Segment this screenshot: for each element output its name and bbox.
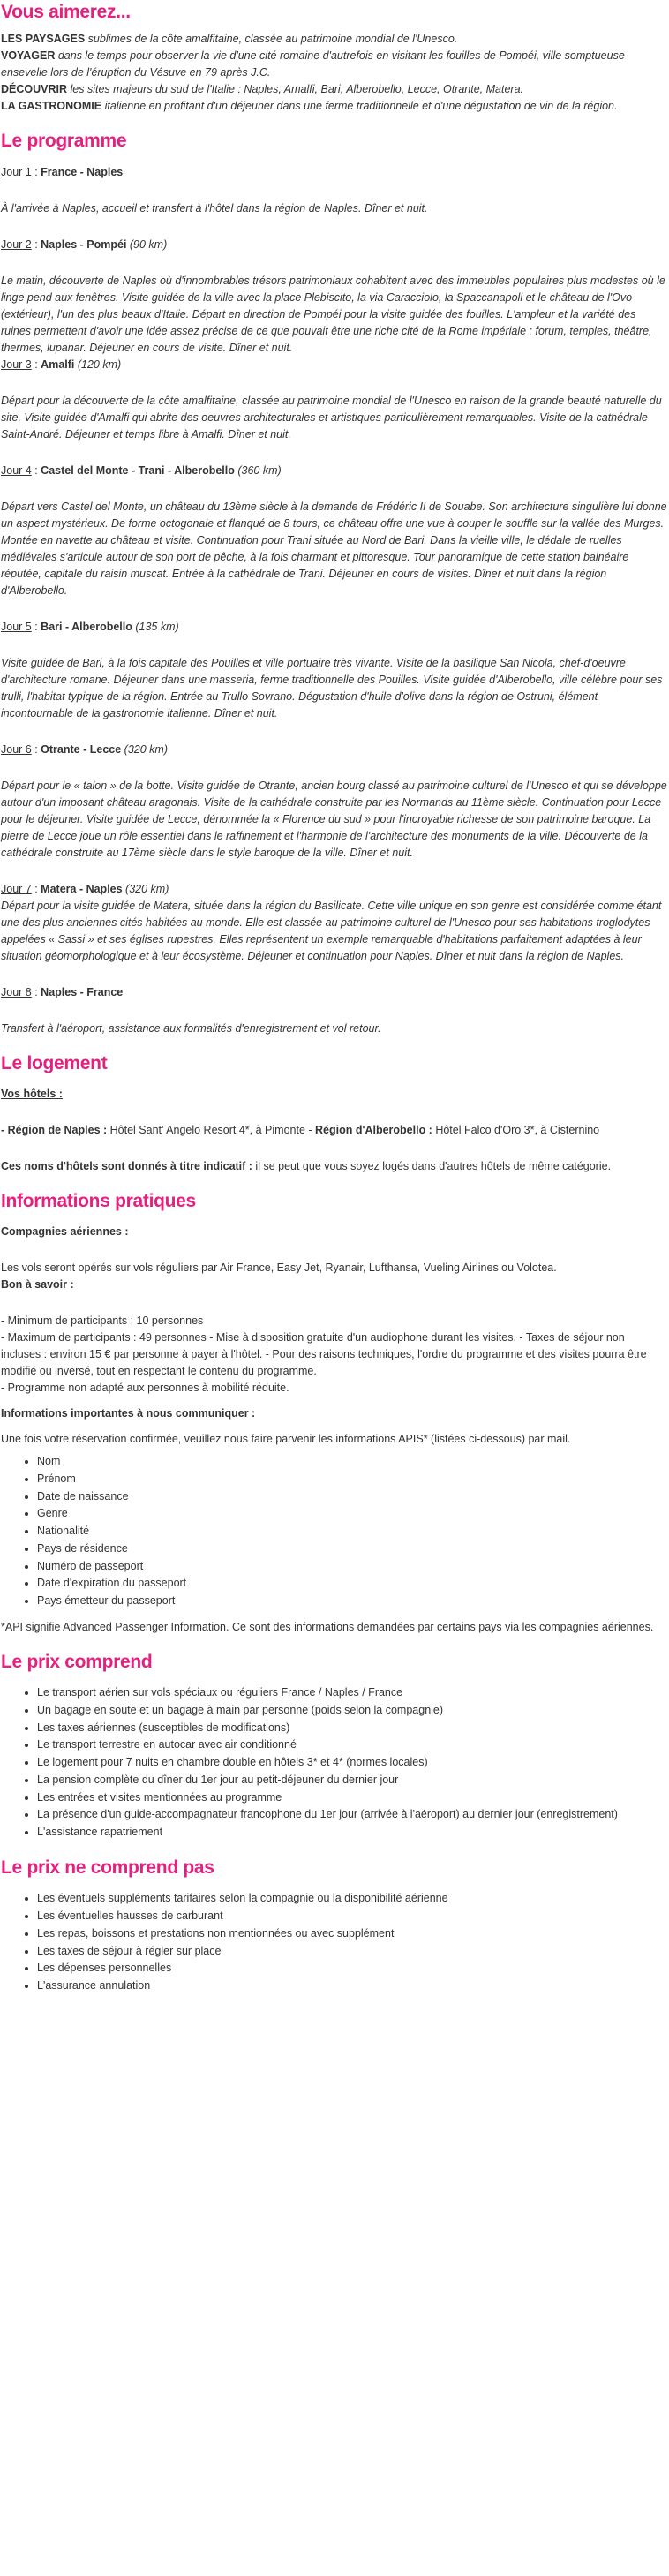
hotels-note-text: il se peut que vous soyez logés dans d'autres hôtels de même catégorie. — [252, 1159, 612, 1172]
day-heading: Jour 7 : Matera - Naples (320 km) — [1, 882, 169, 895]
hotels-label: Vos hôtels : — [1, 1087, 63, 1100]
day-distance: (90 km) — [126, 237, 168, 251]
day-heading: Jour 4 : Castel del Monte - Trani - Alberobello (360 km) — [1, 463, 282, 477]
day-route: Otrante - Lecce — [41, 742, 122, 756]
list-item: • Genre — [37, 1505, 667, 1523]
section-infos-pratiques — [1, 1189, 667, 1636]
hotel-region-label: Région d'Alberobello : — [315, 1123, 432, 1136]
section-vous-aimerez — [1, 0, 667, 115]
day-8 — [1, 984, 667, 1037]
section-prix-comprend — [1, 1650, 667, 1842]
day-5 — [1, 619, 667, 722]
hotels-list — [1, 1122, 667, 1139]
apis-text: Une fois votre réservation confirmée, veuillez nous faire parvenir les informations APIS* (listées ci-dessous) par mail. — [1, 1433, 571, 1446]
list-item: • Date d'expiration du passeport — [37, 1575, 667, 1593]
day-number: Jour 4 — [1, 463, 32, 477]
highlight-item — [1, 81, 667, 98]
list-item: • Les éventuels suppléments tarifaires selon la compagnie ou la disponibilité aérienne — [37, 1890, 667, 1908]
list-item: • Le transport terrestre en autocar avec air conditionné — [37, 1736, 667, 1754]
day-distance: (120 km) — [74, 358, 122, 371]
included-list — [1, 1684, 667, 1842]
list-item: • Le transport aérien sur vols spéciaux ou réguliers France / Naples / France — [37, 1684, 667, 1702]
hotel-name: Hôtel Sant' Angelo Resort 4*, à Pimonte - — [107, 1123, 316, 1136]
list-item: • Les taxes aériennes (susceptibles de modifications) — [37, 1720, 667, 1737]
highlight-text: sublimes de la côte amalfitaine, classée au patrimoine mondial de l'Unesco. — [85, 33, 458, 46]
bon-a-savoir-label: Bon à savoir : — [1, 1278, 74, 1292]
day-description: Transfert à l'aéroport, assistance aux formalités d'enregistrement et vol retour. — [1, 1021, 381, 1035]
section-title-logement: Le logement — [1, 1052, 108, 1073]
day-number: Jour 6 — [1, 742, 32, 756]
day-route: Bari - Alberobello — [41, 620, 132, 633]
highlight-keyword: LES PAYSAGES — [1, 33, 86, 46]
list-item: • Les éventuelles hausses de carburant — [37, 1908, 667, 1925]
day-heading: Jour 2 : Naples - Pompéi (90 km) — [1, 237, 168, 251]
list-item: • Les entrées et visites mentionnées au programme — [37, 1789, 667, 1807]
highlight-item — [1, 48, 667, 81]
list-item: • Numéro de passeport — [37, 1558, 667, 1576]
list-item: • La pension complète du dîner du 1er jour au petit-déjeuner du dernier jour — [37, 1772, 667, 1789]
day-description: Départ pour la découverte de la côte amalfitaine, classée au patrimoine mondial de l'Unesco en raison de la grande beauté naturelle du site. Visite guidée d'Amalfi qui abrite des oeuvres architecturales et artistiques particulièrement remarquables. Visite de la cathédrale Saint-André. Déjeuner et temps libre à Amalfi. Dîner et nuit. — [1, 394, 662, 441]
airlines-label: Compagnies aériennes : — [1, 1225, 129, 1239]
day-distance: (135 km) — [132, 620, 179, 633]
airlines-text: Les vols seront opérés sur vols réguliers par Air France, Easy Jet, Ryanair, Lufthansa, Vueling Airlines ou Volotea. — [1, 1262, 557, 1275]
day-route: Castel del Monte - Trani - Alberobello — [41, 463, 235, 477]
highlight-text: dans le temps pour observer la vie d'une cité romaine d'autrefois en visitant les fouilles de Pompéi, ville somptueuse ensevelie lors de l'éruption du Vésuve en 79 après J.C. — [1, 49, 625, 79]
highlight-keyword: LA GASTRONOMIE — [1, 100, 102, 113]
hotels-note — [1, 1158, 667, 1175]
day-description: Départ pour la visite guidée de Matera, située dans la région du Basilicate. Cette ville unique en son genre est considérée comme étant une des plus anciennes cités habitées au monde. Elle est classée au patrimoine culturel de l'Unesco pour ses habitations troglodytes appelées « Sassi » et ses églises rupestres. Elles représentent un exemple remarquable d'habitations parfaitement adaptées à leur situation géomorphologique et à leur écosystème. Déjeuner et continuation pour Naples. Dîner et nuit dans la région de Naples. — [1, 899, 662, 962]
highlight-text: italienne en profitant d'un déjeuner dans une ferme traditionnelle et d'une dégustation de vin de la région. — [101, 100, 618, 113]
list-item: • Les dépenses personnelles — [37, 1960, 667, 1977]
section-title-prix-comprend: Le prix comprend — [1, 1651, 153, 1672]
day-route: Matera - Naples — [41, 882, 123, 895]
day-description: Départ vers Castel del Monte, un château du 13ème siècle à la demande de Frédéric II de Souabe. Son architecture singulière lui donne un aspect mystérieux. De forme octogonale et flanqué de 8 tours, ce château offre une vue à couper le souffle sur la vallée des Murges. Montée en navette au château et visite. Continuation pour Trani située au Nord de Bari. Dans la vieille ville, le dédale de ruelles médiévales s'articule autour de son port de pêche, à la fois charmant et pittoresque. Tour panoramique de cette station balnéaire réputée, capitale du raisin muscat. Entrée à la cathédrale de Trani. Déjeuner en cours de visites. Dîner et nuit dans la région d'Alberobello. — [1, 500, 667, 597]
section-programme — [1, 129, 667, 1036]
hotels-note-label: Ces noms d'hôtels sont donnés à titre indicatif : — [1, 1159, 252, 1172]
day-distance: (320 km) — [121, 742, 168, 756]
day-number: Jour 3 — [1, 358, 32, 371]
list-item: • L'assurance annulation — [37, 1977, 667, 1995]
section-title-infos-pratiques: Informations pratiques — [1, 1190, 196, 1211]
day-description: Départ pour le « talon » de la botte. Visite guidée de Otrante, ancien bourg classé au patrimoine culturel de l'Unesco et qui se développe autour d'un imposant château aragonais. Visite de la cathédrale construite par les Normands au 11ème siècle. Continuation pour Lecce pour le déjeuner. Visite guidée de Lecce, dénommée la « Florence du sud » pour l'incroyable richesse de son patrimoine baroque. La pierre de Lecce joue un rôle essentiel dans le raffinement et l'harmonie de l'architecture des monuments de la ville. Découverte de la cathédrale construite au 17ème siècle dans le style baroque de la ville. Dîner et nuit. — [1, 779, 667, 859]
day-number: Jour 8 — [1, 985, 32, 998]
list-item: • L'assistance rapatriement — [37, 1824, 667, 1842]
day-route: Naples - Pompéi — [41, 237, 127, 251]
list-item: • Pays de résidence — [37, 1540, 667, 1558]
day-3 — [1, 357, 667, 443]
excluded-list — [1, 1890, 667, 1995]
day-6 — [1, 742, 667, 862]
section-title-vous-aimerez: Vous aimerez... — [1, 2, 131, 22]
list-item: • Le logement pour 7 nuits en chambre double en hôtels 3* et 4* (normes locales) — [37, 1754, 667, 1772]
day-heading: Jour 5 : Bari - Alberobello (135 km) — [1, 620, 179, 633]
section-logement — [1, 1051, 667, 1175]
day-4 — [1, 463, 667, 599]
day-heading: Jour 3 : Amalfi (120 km) — [1, 358, 122, 371]
list-item: • Date de naissance — [37, 1488, 667, 1506]
day-number: Jour 1 — [1, 165, 32, 178]
day-heading: Jour 6 : Otrante - Lecce (320 km) — [1, 742, 168, 756]
day-distance: (320 km) — [122, 882, 169, 895]
day-2 — [1, 237, 667, 357]
list-item: • Prénom — [37, 1471, 667, 1488]
day-distance: (360 km) — [234, 463, 282, 477]
day-1 — [1, 164, 667, 217]
apis-label: Informations importantes à nous communiquer : — [1, 1407, 256, 1420]
day-route: Naples - France — [41, 985, 124, 998]
highlight-item — [1, 31, 667, 48]
apis-list — [1, 1453, 667, 1610]
day-7 — [1, 881, 667, 965]
list-item: • Les taxes de séjour à régler sur place — [37, 1943, 667, 1961]
highlights-list — [1, 31, 667, 115]
list-item: • Un bagage en soute et un bagage à main par personne (poids selon la compagnie) — [37, 1702, 667, 1720]
info-line: - Maximum de participants : 49 personnes - Mise à disposition gratuite d'un audiophone durant les visites. - Taxes de séjour non incluses : environ 15 € par personne à payer à l'hôtel. - Pour des raisons techniques, l'ordre du programme et des visites pourra être modifié ou inversé, tout en respectant le contenu du programme. — [1, 1331, 647, 1378]
highlight-keyword: VOYAGER — [1, 49, 56, 63]
highlight-text: les sites majeurs du sud de l'Italie : Naples, Amalfi, Bari, Alberobello, Lecce, Otrante, Matera. — [67, 83, 523, 96]
info-line: - Programme non adapté aux personnes à mobilité réduite. — [1, 1382, 289, 1395]
day-heading: Jour 1 : France - Naples — [1, 165, 124, 178]
day-route: France - Naples — [41, 165, 124, 178]
highlight-keyword: DÉCOUVRIR — [1, 83, 68, 96]
day-number: Jour 2 — [1, 237, 32, 251]
day-description: Visite guidée de Bari, à la fois capitale des Pouilles et ville portuaire très vivante. Visite de la basilique San Nicola, chef-d'oeuvre d'architecture romane. Déjeuner dans une masseria, ferme traditionnelle des Pouilles. Visite guidée d'Alberobello, ville célèbre pour ses trulli, l'habitat typique de la région. Entrée au Trullo Sovrano. Dégustation d'huile d'olive dans la région de Ostruni, élément incontournable de la gastronomie italienne. Dîner et nuit. — [1, 656, 663, 719]
section-title-programme: Le programme — [1, 131, 127, 152]
highlight-item — [1, 98, 667, 115]
day-route: Amalfi — [41, 358, 75, 371]
list-item: • La présence d'un guide-accompagnateur francophone du 1er jour (arrivée à l'aéroport) au dernier jour (enregistrement) — [37, 1806, 667, 1824]
day-heading: Jour 8 : Naples - France — [1, 985, 124, 998]
section-title-prix-ne-comprend-pas: Le prix ne comprend pas — [1, 1857, 214, 1878]
list-item: • Nom — [37, 1453, 667, 1471]
day-description: Le matin, découverte de Naples où d'innombrables trésors patrimoniaux cohabitent avec des immeubles populaires plus modestes où le linge pend aux fenêtres. Visite guidée de la ville avec la place Plebiscito, la via Caracciolo, la Spaccanapoli et le château de l'Ovo (extérieur), l'un des plus beaux d'Italie. Départ en direction de Pompéi pour la visite guidée des fouilles. L'ampleur et la variété des ruines permettent d'avoir une idée assez précise de ce que pouvait être une riche cité de la Rome impériale : forum, temples, théâtre, thermes, lupanar. Déjeuner en cours de visite. Dîner et nuit. — [1, 274, 665, 354]
list-item: • Pays émetteur du passeport — [37, 1593, 667, 1610]
day-description: À l'arrivée à Naples, accueil et transfert à l'hôtel dans la région de Naples. Dîner et nuit. — [1, 201, 428, 215]
list-item: • Nationalité — [37, 1523, 667, 1540]
hotel-region-label: - Région de Naples : — [1, 1123, 108, 1136]
day-number: Jour 7 — [1, 882, 32, 895]
info-line: - Minimum de participants : 10 personnes — [1, 1314, 204, 1328]
list-item: • Les repas, boissons et prestations non mentionnées ou avec supplément — [37, 1925, 667, 1943]
section-prix-ne-comprend-pas — [1, 1856, 667, 1995]
hotel-name: Hôtel Falco d'Oro 3*, à Cisternino — [432, 1123, 600, 1136]
day-number: Jour 5 — [1, 620, 32, 633]
apis-note: *API signifie Advanced Passenger Information. Ce sont des informations demandées par certains pays via les compagnies aériennes. — [1, 1620, 654, 1633]
